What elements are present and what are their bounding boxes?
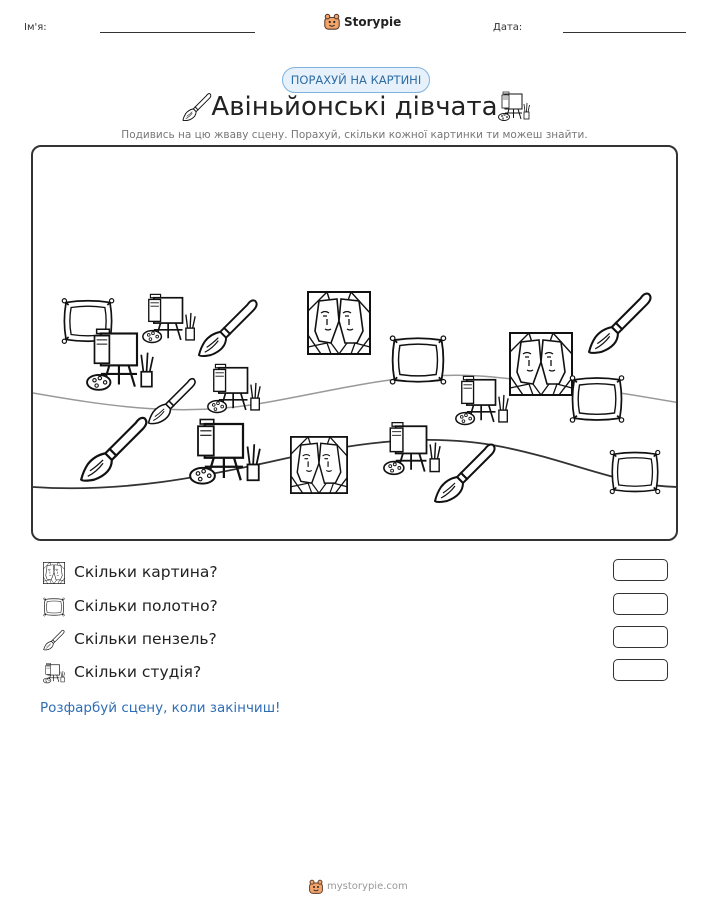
date-field[interactable] xyxy=(563,32,686,33)
page-title: Авіньйонські дівчата xyxy=(211,92,498,122)
mosaic-painting-3 xyxy=(291,437,347,493)
answer-box-paintings[interactable] xyxy=(613,559,668,581)
canvas-frame-3 xyxy=(570,376,623,422)
art-studio-1 xyxy=(143,294,195,342)
art-studio-4 xyxy=(190,420,260,484)
canvas-frame-icon xyxy=(43,596,65,618)
question-brushes: Скільки пензель? xyxy=(74,630,217,648)
footer-site[interactable]: mystorypie.com xyxy=(327,881,408,892)
coloring-instruction: Розфарбуй сцену, коли закінчиш! xyxy=(40,700,281,716)
answer-box-canvases[interactable] xyxy=(613,593,668,615)
mosaic-painting-1 xyxy=(308,292,370,354)
canvas-frame-2 xyxy=(390,336,445,384)
paintbrush-5 xyxy=(435,445,495,503)
paintbrush-2 xyxy=(149,379,196,424)
mosaic-painting-2 xyxy=(510,333,572,395)
art-studio-icon xyxy=(498,90,530,122)
answer-box-studios[interactable] xyxy=(613,659,668,681)
art-studio-icon xyxy=(43,662,65,684)
paintbrush-4 xyxy=(589,294,650,353)
storypie-mascot-icon xyxy=(308,879,324,895)
paintbrush-icon xyxy=(43,629,65,651)
count-badge: ПОРАХУЙ НА КАРТИНІ xyxy=(282,67,430,93)
question-canvases: Скільки полотно? xyxy=(74,597,218,615)
scene-drawing xyxy=(33,147,678,541)
name-field[interactable] xyxy=(100,32,255,33)
paintbrush-1 xyxy=(199,300,257,356)
art-studio-6 xyxy=(456,376,508,424)
canvas-frame-4 xyxy=(610,450,660,493)
paintbrush-3 xyxy=(81,418,146,481)
counting-scene xyxy=(31,145,678,541)
brand-name: Storypie xyxy=(344,15,402,29)
art-studio-5 xyxy=(384,423,440,475)
answer-box-brushes[interactable] xyxy=(613,626,668,648)
page-subtitle: Подивись на цю жваву сцену. Порахуй, скільки кожної картинки ти можеш знайти. xyxy=(121,129,588,141)
storypie-mascot-icon xyxy=(323,13,341,31)
art-studio-3 xyxy=(208,364,260,412)
name-label: Ім'я: xyxy=(24,22,47,33)
brand-logo xyxy=(323,12,401,32)
date-label: Дата: xyxy=(493,22,523,33)
question-studios: Скільки студія? xyxy=(74,663,202,681)
mosaic-painting-icon xyxy=(43,562,65,584)
question-paintings: Скільки картина? xyxy=(74,563,218,581)
